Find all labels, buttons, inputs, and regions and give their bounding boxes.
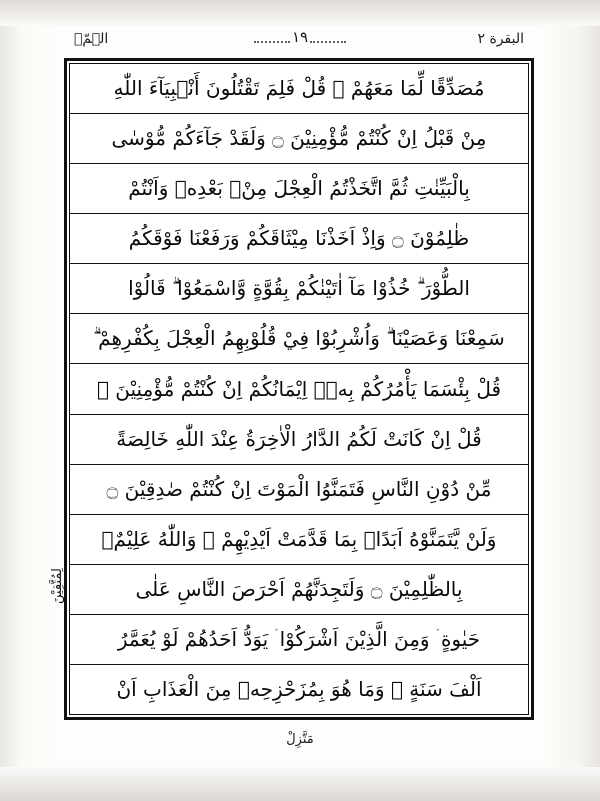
text-line bbox=[70, 615, 528, 665]
text-line bbox=[70, 665, 528, 714]
line-text: مِّنْ دُوْنِ النَّاسِ فَتَمَنَّوُا الْمَوْتَ اِنْ كُنْتُمْ صٰدِقِيْنَ ۝ bbox=[106, 476, 492, 501]
header-rule-right bbox=[310, 41, 346, 43]
page-footer bbox=[0, 728, 600, 747]
text-line bbox=[70, 515, 528, 565]
line-text: حَيٰوةٍ ۛ وَمِنَ الَّذِيْنَ اَشْرَكُوْا ۛ يَوَدُّ اَحَدُهُمْ لَوْ يُعَمَّرُ bbox=[117, 626, 481, 651]
line-text: الطُّوْرَ ۗ خُذُوْا مَآ اٰتَيْنٰكُمْ بِقُوَّةٍ وَّاسْمَعُوْا ۗ قَالُوْا bbox=[128, 276, 470, 301]
line-text: بِالْبَيِّنٰتِ ثُمَّ اتَّخَذْتُمُ الْعِجْلَ مِنْۢ بَعْدِهٖ وَاَنْتُمْ bbox=[128, 176, 470, 201]
line-text: قُلْ اِنْ كَانَتْ لَكُمُ الدَّارُ الْاٰخِرَةُ عِنْدَ اللّٰهِ خَالِصَةً bbox=[116, 426, 482, 451]
text-frame bbox=[64, 58, 534, 720]
line-text: وَلَنْ يَّتَمَنَّوْهُ اَبَدًاۢ بِمَا قَدَّمَتْ اَيْدِيْهِمْ ۗ وَاللّٰهُ عَلِيْمٌۢ bbox=[101, 526, 497, 551]
line-text: سَمِعْنَا وَعَصَيْنَا ۗ وَاُشْرِبُوْا فِيْ قُلُوْبِهِمُ الْعِجْلَ بِكُفْرِهِمْ ۗ bbox=[93, 326, 505, 351]
text-line bbox=[70, 164, 528, 214]
text-line bbox=[70, 465, 528, 515]
scan-bottom-shadow bbox=[0, 767, 600, 801]
line-text: قُلْ بِئْسَمَا يَأْمُرُكُمْ بِهٖۤ اِيْمَانُكُمْ اِنْ كُنْتُمْ مُّؤْمِنِيْنَ ۝ bbox=[96, 376, 502, 401]
page-number: ١٩ bbox=[291, 28, 309, 46]
line-text: مُصَدِّقًا لِّمَا مَعَهُمْ ۗ قُلْ فَلِمَ تَقْتُلُونَ أَنْۢبِيَآءَ اللّٰهِ bbox=[113, 76, 485, 101]
text-line bbox=[70, 214, 528, 264]
text-line bbox=[70, 565, 528, 615]
text-line bbox=[70, 264, 528, 314]
margin-note bbox=[34, 568, 65, 730]
text-line bbox=[70, 114, 528, 164]
text-line bbox=[70, 415, 528, 465]
catchword: مَتَّزِلْ bbox=[286, 732, 314, 747]
page-header bbox=[70, 30, 530, 52]
line-text: بِالظّٰلِمِيْنَ ۝ وَلَتَجِدَنَّهُمْ اَحْرَصَ النَّاسِ عَلٰى bbox=[135, 576, 463, 601]
line-text: ظٰلِمُوْنَ ۝ وَاِذْ اَخَذْنَا مِيْثَاقَكُمْ وَرَفَعْنَا فَوْقَكُمُ bbox=[128, 226, 470, 251]
text-line bbox=[70, 314, 528, 364]
scan-top-shadow bbox=[0, 0, 600, 26]
text-line bbox=[70, 364, 528, 414]
surah-label: البقرة ٢ bbox=[477, 31, 524, 47]
header-rule-left bbox=[254, 41, 290, 43]
text-line bbox=[70, 64, 528, 114]
line-text: اَلْفَ سَنَةٍ ۚ وَمَا هُوَ بِمُزَحْزِحِهٖ مِنَ الْعَذَابِ اَنْ bbox=[116, 676, 482, 701]
juz-label: الۤمّۤ bbox=[74, 31, 109, 47]
line-text: مِنْ قَبْلُ اِنْ كُنْتُمْ مُّؤْمِنِيْنَ ۝ وَلَقَدْ جَآءَكُمْ مُّوْسٰى bbox=[111, 126, 487, 151]
text-frame-inner bbox=[69, 63, 529, 715]
margin-note-text: لِمُتَّقِيْنَ bbox=[50, 568, 65, 604]
